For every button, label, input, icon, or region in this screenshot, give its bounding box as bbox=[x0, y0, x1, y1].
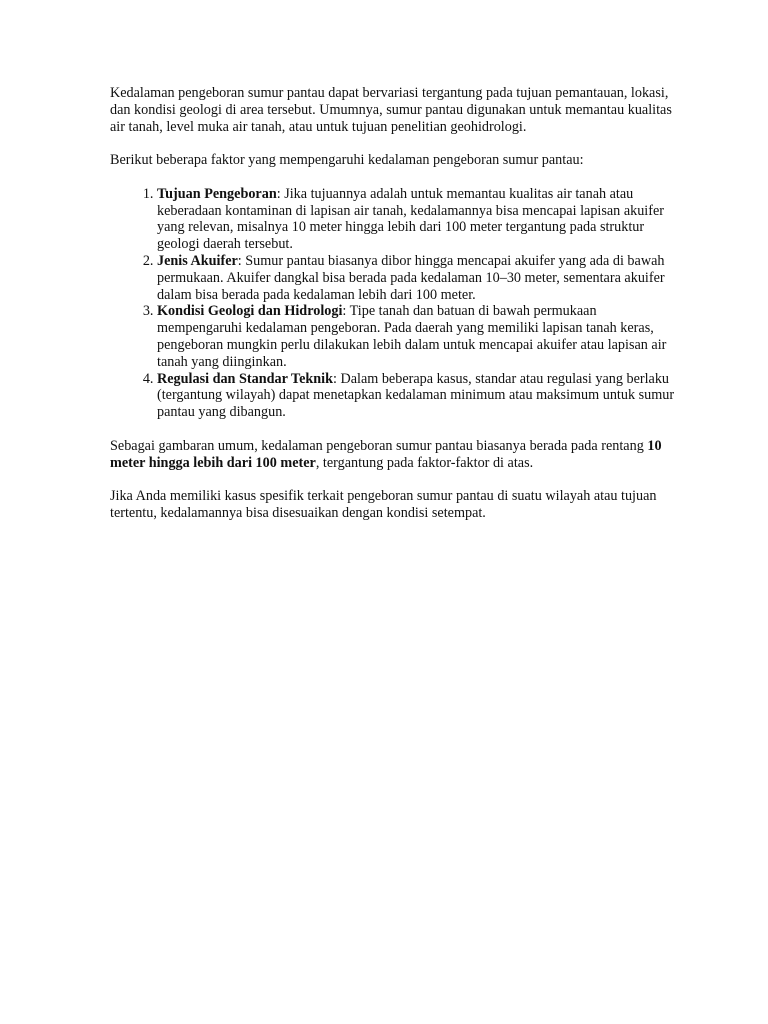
summary-bold-range: 10 meter hingga lebih dari 100 meter bbox=[110, 437, 662, 471]
summary-text-before: Sebagai gambaran umum, kedalaman pengeboran sumur pantau biasanya berada pada rentang bbox=[110, 437, 648, 454]
list-item-text: : Tipe tanah dan batuan di bawah permukaan mempengaruhi kedalaman pengeboran. Pada daerah yang memiliki lapisan tanah keras, pengeboran mungkin perlu dilakukan lebih dalam untuk mencapai akuifer atau lapisan air tanah yang diinginkan. bbox=[157, 303, 667, 370]
intro-paragraph: Kedalaman pengeboran sumur pantau dapat bervariasi tergantung pada tujuan pemantauan, lokasi, dan kondisi geologi di area tersebut. Umumnya, sumur pantau digunakan untuk memantau kualitas air tanah, level muka air tanah, atau untuk tujuan penelitian geohidrologi. bbox=[110, 85, 672, 135]
closing-paragraph: Jika Anda memiliki kasus spesifik terkait pengeboran sumur pantau di suatu wilayah atau tujuan tertentu, kedalamannya bisa disesuaikan dengan kondisi setempat. bbox=[110, 488, 657, 521]
list-item-title: Jenis Akuifer bbox=[157, 252, 238, 269]
factors-lead-paragraph: Berikut beberapa faktor yang mempengaruhi kedalaman pengeboran sumur pantau: bbox=[110, 152, 584, 169]
list-item-text: : Dalam beberapa kasus, standar atau regulasi yang berlaku (tergantung wilayah) dapat menetapkan kedalaman minimum atau maksimum untuk sumur pantau yang dibangun. bbox=[157, 370, 675, 421]
summary-text-after: , tergantung pada faktor-faktor di atas. bbox=[315, 454, 534, 471]
list-item bbox=[157, 186, 680, 253]
list-item-text: : Sumur pantau biasanya dibor hingga mencapai akuifer yang ada di bawah permukaan. Akuifer dangkal bisa berada pada kedalaman 10–30 meter, sementara akuifer dalam bisa berada pada kedalaman lebih dari 100 meter. bbox=[157, 252, 665, 303]
list-item bbox=[157, 371, 680, 421]
list-item-text: : Jika tujuannya adalah untuk memantau kualitas air tanah atau keberadaan kontaminan di lapisan air tanah, kedalamannya bisa mencapai lapisan akuifer yang relevan, misalnya 10 meter hingga lebih dari 100 meter tergantung pada struktur geologi daerah tersebut. bbox=[157, 185, 664, 253]
list-item-title: Kondisi Geologi dan Hidrologi bbox=[157, 303, 343, 320]
summary-paragraph bbox=[110, 438, 680, 472]
list-item-title: Regulasi dan Standar Teknik bbox=[157, 370, 333, 387]
list-item bbox=[157, 253, 680, 303]
document-page bbox=[110, 85, 680, 539]
factors-list bbox=[110, 186, 680, 421]
list-item bbox=[157, 303, 680, 370]
list-item-title: Tujuan Pengeboran bbox=[157, 185, 277, 202]
